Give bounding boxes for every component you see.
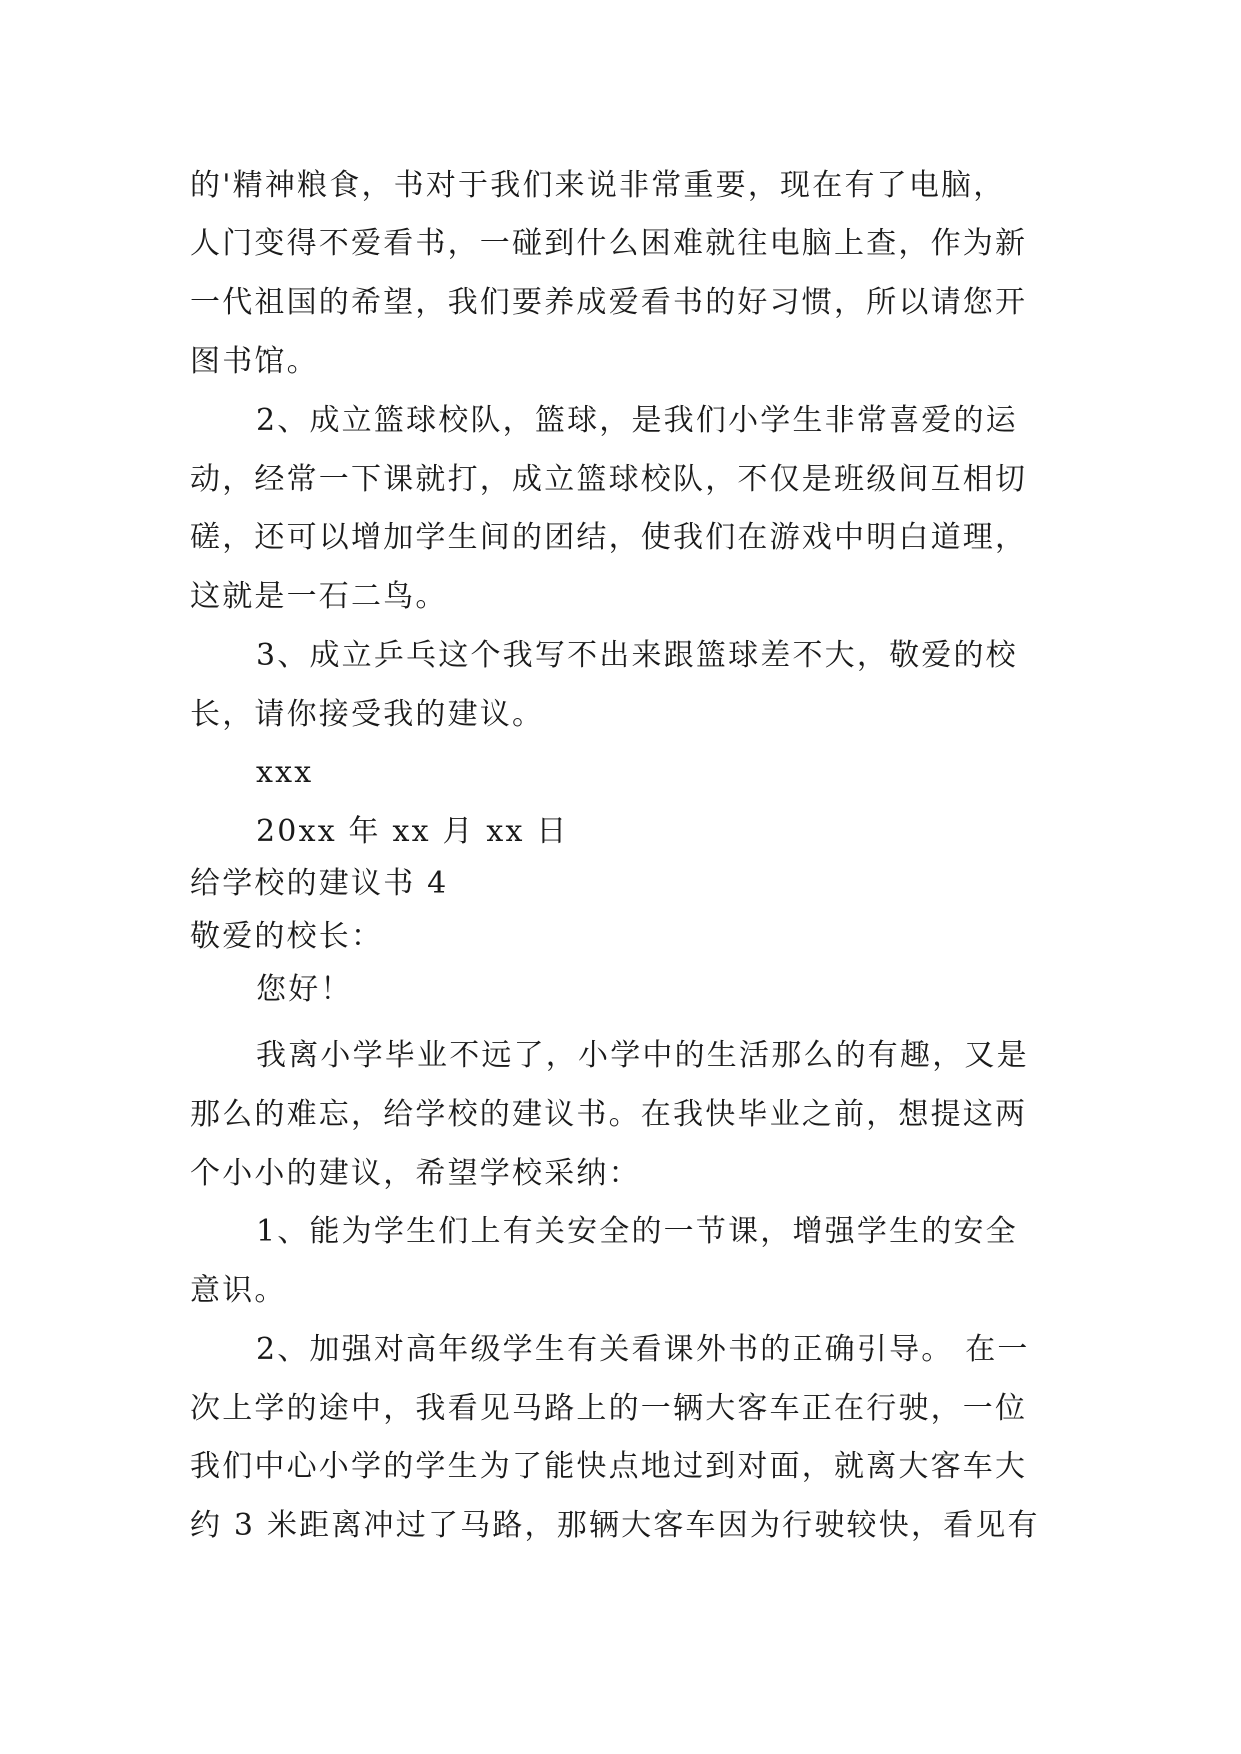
greeting-line: 您好！ (256, 972, 353, 1007)
text-line: 个小小的建议，希望学校采纳： (190, 1156, 641, 1191)
paragraph-start-line: 2、成立篮球校队，篮球，是我们小学生非常喜爱的运 (256, 403, 1018, 438)
paragraph-start-line: 1、能为学生们上有关安全的一节课，增强学生的安全 (256, 1214, 1018, 1249)
text-line: 长，请你接受我的建议。 (190, 697, 545, 732)
text-line: 次上学的途中，我看见马路上的一辆大客车正在行驶，一位 (190, 1391, 1028, 1426)
paragraph-start-line: 3、成立乒乓这个我写不出来跟篮球差不大，敬爱的校 (256, 638, 1018, 673)
signature-line: xxx (256, 755, 314, 790)
text-line: 图书馆。 (190, 344, 319, 379)
text-line: 人门变得不爱看书，一碰到什么困难就往电脑上查，作为新 (190, 226, 1028, 261)
text-line: 我们中心小学的学生为了能快点地过到对面，就离大客车大 (190, 1449, 1028, 1484)
paragraph-start-line: 我离小学毕业不远了，小学中的生活那么的有趣，又是 (256, 1038, 1029, 1073)
salutation-line: 敬爱的校长： (190, 919, 384, 954)
paragraph-start-line: 2、加强对高年级学生有关看课外书的正确引导。 在一 (256, 1332, 1030, 1367)
section-title: 给学校的建议书 4 (190, 866, 449, 901)
date-line: 20xx 年 xx 月 xx 日 (256, 814, 569, 849)
text-line: 的'精神粮食，书对于我们来说非常重要，现在有了电脑， (190, 168, 1006, 203)
text-line: 约 3 米距离冲过了马路，那辆大客车因为行驶较快，看见有 (190, 1508, 1040, 1543)
text-line: 这就是一石二鸟。 (190, 579, 448, 614)
text-line: 意识。 (190, 1273, 287, 1308)
text-line: 那么的难忘，给学校的建议书。在我快毕业之前，想提这两 (190, 1097, 1028, 1132)
text-line: 动，经常一下课就打，成立篮球校队，不仅是班级间互相切 (190, 462, 1028, 497)
text-line: 一代祖国的希望，我们要养成爱看书的好习惯，所以请您开 (190, 285, 1028, 320)
text-line: 磋，还可以增加学生间的团结，使我们在游戏中明白道理， (190, 520, 1028, 555)
